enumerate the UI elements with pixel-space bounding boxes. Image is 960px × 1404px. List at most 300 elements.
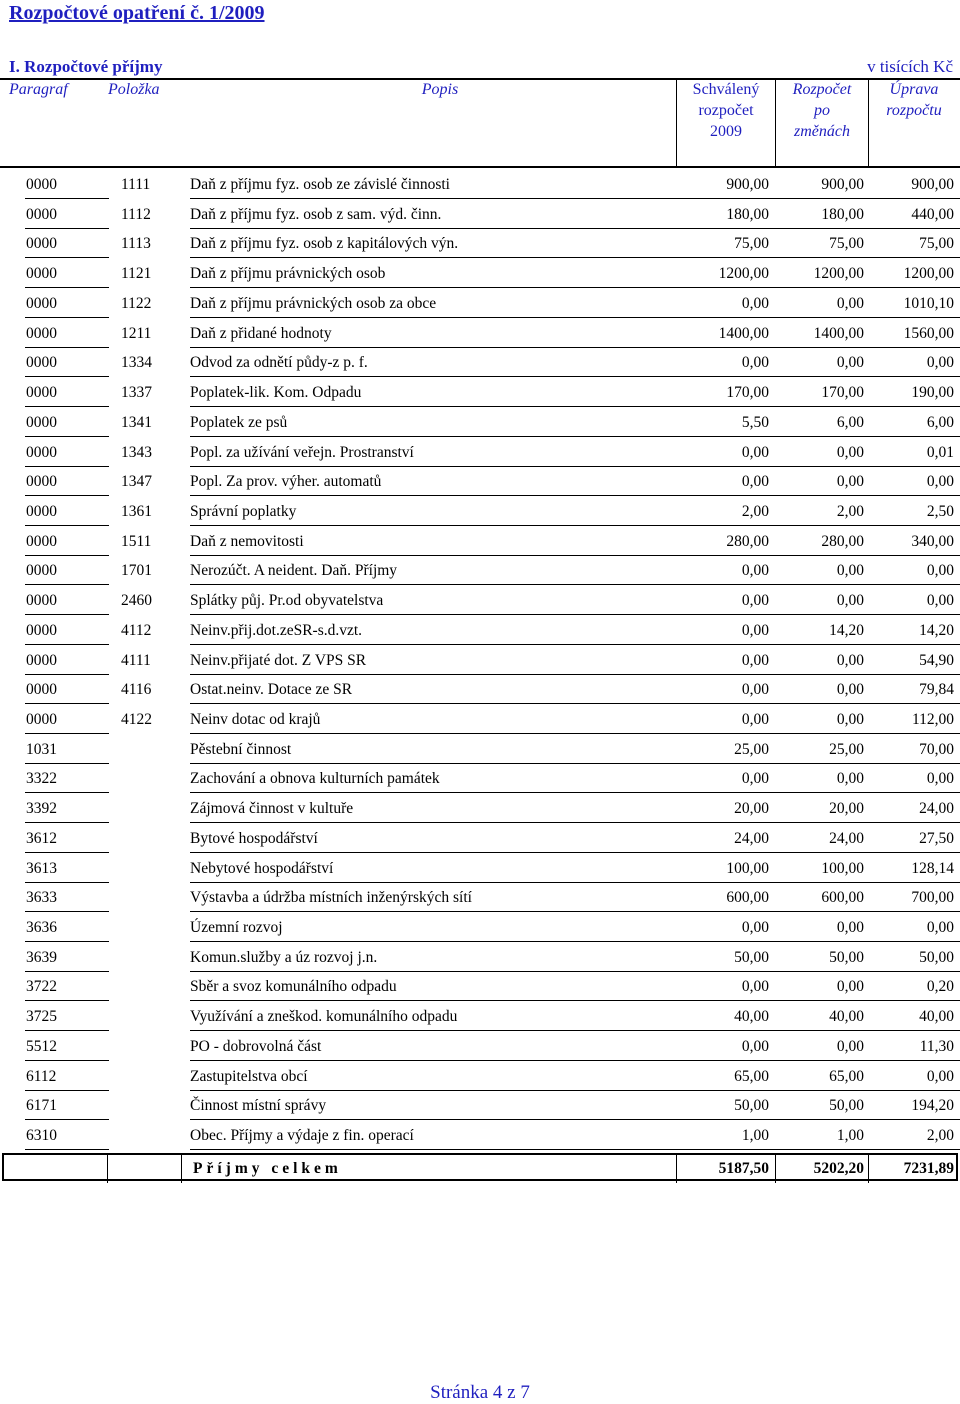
polozka-cell: 1122 xyxy=(121,294,152,312)
row-underline-code xyxy=(25,1149,109,1150)
po-zmenach-cell: 0,00 xyxy=(836,978,864,996)
popis-cell: Daň z příjmu fyz. osob z kapitálových výn. xyxy=(190,235,459,253)
uprava-cell: 0,20 xyxy=(926,978,954,996)
popis-cell: Daň z příjmu fyz. osob z sam. výd. činn. xyxy=(190,205,442,223)
uprava-cell: 54,90 xyxy=(919,651,954,669)
row-underline-code xyxy=(25,228,109,229)
schvaleny-cell: 0,00 xyxy=(741,621,769,639)
paragraf-cell: 3322 xyxy=(26,770,57,788)
popis-cell: Daň z příjmu právnických osob za obce xyxy=(190,294,437,312)
table-row xyxy=(0,766,960,795)
row-underline-text xyxy=(190,466,960,467)
row-underline-text xyxy=(190,584,960,585)
table-row xyxy=(0,1034,960,1063)
row-underline-text xyxy=(190,1000,960,1001)
header-schvaleny-line2: rozpočet xyxy=(698,102,754,119)
paragraf-cell: 0000 xyxy=(26,205,57,223)
po-zmenach-cell: 1,00 xyxy=(836,1127,864,1144)
polozka-cell: 1361 xyxy=(121,502,152,520)
table-row xyxy=(0,648,960,677)
schvaleny-cell: 2,00 xyxy=(741,502,769,520)
page-footer: Stránka 4 z 7 xyxy=(430,1382,530,1403)
uprava-cell: 0,00 xyxy=(926,919,954,936)
table-row xyxy=(0,945,960,974)
uprava-cell: 14,20 xyxy=(919,621,954,639)
po-zmenach-cell: 0,00 xyxy=(836,592,864,610)
polozka-cell: 1347 xyxy=(121,473,152,491)
paragraf-cell: 0000 xyxy=(26,532,57,550)
table-row xyxy=(0,1064,960,1093)
row-underline-text xyxy=(190,228,960,229)
popis-cell: Využívání a zneškod. komunálního odpadu xyxy=(190,1008,458,1026)
paragraf-cell: 6171 xyxy=(26,1097,57,1115)
row-underline-text xyxy=(190,703,960,704)
uprava-cell: 1010,10 xyxy=(903,294,954,312)
table-row xyxy=(0,350,960,379)
row-underline-text xyxy=(190,198,960,199)
uprava-cell: 2,50 xyxy=(926,502,954,520)
po-zmenach-cell: 0,00 xyxy=(836,919,864,936)
paragraf-cell: 3639 xyxy=(26,948,57,966)
po-zmenach-cell: 100,00 xyxy=(821,859,864,877)
schvaleny-cell: 0,00 xyxy=(741,294,769,312)
schvaleny-cell: 100,00 xyxy=(726,859,769,877)
uprava-cell: 1200,00 xyxy=(903,265,954,283)
table-row xyxy=(0,261,960,290)
row-underline-text xyxy=(190,287,960,288)
row-underline-code xyxy=(25,822,109,823)
paragraf-cell: 0000 xyxy=(26,235,57,253)
table-row xyxy=(0,885,960,914)
uprava-cell: 0,00 xyxy=(926,354,954,372)
table-row xyxy=(0,1093,960,1122)
row-underline-code xyxy=(25,674,109,675)
po-zmenach-cell: 75,00 xyxy=(829,235,864,253)
row-underline-code xyxy=(25,882,109,883)
schvaleny-cell: 50,00 xyxy=(734,1097,769,1115)
row-underline-code xyxy=(25,644,109,645)
row-underline-code xyxy=(25,911,109,912)
polozka-cell: 1511 xyxy=(121,532,152,550)
row-underline-text xyxy=(190,406,960,407)
header-po-zmenach-line3: změnách xyxy=(794,123,850,140)
popis-cell: Obec. Příjmy a výdaje z fin. operací xyxy=(190,1127,414,1144)
po-zmenach-cell: 1400,00 xyxy=(813,324,864,342)
uprava-cell: 0,00 xyxy=(926,592,954,610)
row-underline-code xyxy=(25,287,109,288)
uprava-cell: 70,00 xyxy=(919,740,954,758)
schvaleny-cell: 600,00 xyxy=(726,889,769,907)
table-row xyxy=(0,856,960,885)
row-underline-code xyxy=(25,406,109,407)
row-underline-code xyxy=(25,703,109,704)
polozka-cell: 4122 xyxy=(121,711,152,728)
popis-cell: Ostat.neinv. Dotace ze SR xyxy=(190,681,353,699)
po-zmenach-cell: 180,00 xyxy=(821,205,864,223)
popis-cell: Popl. Za prov. výher. automatů xyxy=(190,473,382,491)
uprava-cell: 50,00 xyxy=(919,948,954,966)
table-row xyxy=(0,291,960,320)
uprava-cell: 24,00 xyxy=(919,800,954,818)
paragraf-cell: 6310 xyxy=(26,1127,57,1144)
total-label: Příjmy celkem xyxy=(193,1160,342,1177)
total-row xyxy=(0,1153,960,1183)
schvaleny-cell: 5,50 xyxy=(741,413,769,431)
uprava-cell: 340,00 xyxy=(911,532,954,550)
popis-cell: Popl. za užívání veřejn. Prostranství xyxy=(190,443,414,461)
table-row xyxy=(0,915,960,944)
row-underline-code xyxy=(25,198,109,199)
po-zmenach-cell: 0,00 xyxy=(836,651,864,669)
row-underline-code xyxy=(25,941,109,942)
polozka-cell: 1337 xyxy=(121,384,152,401)
po-zmenach-cell: 0,00 xyxy=(836,443,864,461)
header-uprava-line2: rozpočtu xyxy=(886,102,942,119)
popis-cell: Správní poplatky xyxy=(190,502,297,520)
paragraf-cell: 3612 xyxy=(26,829,57,847)
popis-cell: Poplatek-lik. Kom. Odpadu xyxy=(190,384,362,401)
paragraf-cell: 0000 xyxy=(26,354,57,372)
paragraf-cell: 0000 xyxy=(26,562,57,580)
popis-cell: Daň z nemovitosti xyxy=(190,532,304,550)
schvaleny-cell: 0,00 xyxy=(741,473,769,491)
row-underline-code xyxy=(25,436,109,437)
popis-cell: Sběr a svoz komunálního odpadu xyxy=(190,978,397,996)
row-underline-text xyxy=(190,257,960,258)
table-row xyxy=(0,1004,960,1033)
paragraf-cell: 3633 xyxy=(26,889,57,907)
uprava-cell: 0,00 xyxy=(926,562,954,580)
table-row xyxy=(0,529,960,558)
header-schvaleny-line1: Schválený xyxy=(692,81,760,98)
table-row xyxy=(0,469,960,498)
uprava-cell: 194,20 xyxy=(911,1097,954,1115)
row-underline-code xyxy=(25,257,109,258)
uprava-cell: 79,84 xyxy=(919,681,954,699)
header-popis: Popis xyxy=(421,81,459,98)
paragraf-cell: 0000 xyxy=(26,324,57,342)
row-underline-code xyxy=(25,1119,109,1120)
row-underline-text xyxy=(190,1090,960,1091)
row-underline-text xyxy=(190,941,960,942)
row-underline-code xyxy=(25,1090,109,1091)
row-underline-text xyxy=(190,495,960,496)
header-divider-1 xyxy=(676,79,677,166)
uprava-cell: 40,00 xyxy=(919,1008,954,1026)
header-uprava-line1: Úprava xyxy=(889,81,939,98)
polozka-cell: 4112 xyxy=(121,621,152,639)
total-uprava: 7231,89 xyxy=(903,1160,954,1177)
uprava-cell: 2,00 xyxy=(926,1127,954,1144)
row-underline-code xyxy=(25,792,109,793)
schvaleny-cell: 40,00 xyxy=(734,1008,769,1026)
row-underline-code xyxy=(25,555,109,556)
table-row xyxy=(0,1123,960,1152)
paragraf-cell: 0000 xyxy=(26,651,57,669)
header-uprava-rozpoctu xyxy=(870,79,958,121)
row-underline-text xyxy=(190,644,960,645)
uprava-cell: 128,14 xyxy=(911,859,954,877)
row-underline-text xyxy=(190,822,960,823)
row-underline-code xyxy=(25,466,109,467)
polozka-cell: 1701 xyxy=(121,562,152,580)
po-zmenach-cell: 280,00 xyxy=(821,532,864,550)
units-label: v tisících Kč xyxy=(867,57,953,76)
row-underline-code xyxy=(25,376,109,377)
row-underline-text xyxy=(190,971,960,972)
header-paragraf: Paragraf xyxy=(9,81,68,98)
row-underline-text xyxy=(190,792,960,793)
uprava-cell: 27,50 xyxy=(919,829,954,847)
popis-cell: Splátky půj. Pr.od obyvatelstva xyxy=(190,592,384,610)
po-zmenach-cell: 2,00 xyxy=(836,502,864,520)
schvaleny-cell: 20,00 xyxy=(734,800,769,818)
po-zmenach-cell: 0,00 xyxy=(836,562,864,580)
po-zmenach-cell: 65,00 xyxy=(829,1067,864,1085)
row-underline-code xyxy=(25,317,109,318)
row-underline-code xyxy=(25,1030,109,1031)
paragraf-cell: 0000 xyxy=(26,502,57,520)
header-po-zmenach-line1: Rozpočet xyxy=(792,81,852,98)
row-underline-text xyxy=(190,674,960,675)
polozka-cell: 1334 xyxy=(121,354,152,372)
row-underline-text xyxy=(190,1030,960,1031)
row-underline-text xyxy=(190,525,960,526)
polozka-cell: 1211 xyxy=(121,324,152,342)
popis-cell: Neinv.přijaté dot. Z VPS SR xyxy=(190,651,367,669)
uprava-cell: 11,30 xyxy=(919,1037,954,1055)
po-zmenach-cell: 50,00 xyxy=(829,948,864,966)
polozka-cell: 4111 xyxy=(121,651,151,669)
popis-cell: Bytové hospodářství xyxy=(190,829,318,847)
row-underline-text xyxy=(190,1149,960,1150)
po-zmenach-cell: 14,20 xyxy=(829,621,864,639)
header-schvaleny-line3: 2009 xyxy=(710,123,742,140)
schvaleny-cell: 24,00 xyxy=(734,829,769,847)
uprava-cell: 190,00 xyxy=(911,384,954,401)
paragraf-cell: 0000 xyxy=(26,473,57,491)
popis-cell: Odvod za odnětí půdy-z p. f. xyxy=(190,354,368,372)
row-underline-code xyxy=(25,763,109,764)
paragraf-cell: 3725 xyxy=(26,1008,57,1026)
header-bottom-border xyxy=(0,166,960,168)
row-underline-code xyxy=(25,1000,109,1001)
header-rozpocet-po-zmenach xyxy=(778,79,866,142)
row-underline-code xyxy=(25,733,109,734)
popis-cell: PO - dobrovolná část xyxy=(190,1037,322,1055)
table-row xyxy=(0,231,960,260)
table-row xyxy=(0,410,960,439)
row-underline-code xyxy=(25,347,109,348)
po-zmenach-cell: 1200,00 xyxy=(813,265,864,283)
paragraf-cell: 0000 xyxy=(26,294,57,312)
header-divider-3 xyxy=(868,79,869,166)
uprava-cell: 700,00 xyxy=(911,889,954,907)
po-zmenach-cell: 50,00 xyxy=(829,1097,864,1115)
schvaleny-cell: 1,00 xyxy=(741,1127,769,1144)
popis-cell: Územní rozvoj xyxy=(190,919,283,936)
uprava-cell: 6,00 xyxy=(926,413,954,431)
po-zmenach-cell: 20,00 xyxy=(829,800,864,818)
paragraf-cell: 0000 xyxy=(26,621,57,639)
uprava-cell: 0,00 xyxy=(926,1067,954,1085)
table-row xyxy=(0,440,960,469)
row-underline-code xyxy=(25,614,109,615)
uprava-cell: 0,01 xyxy=(926,443,954,461)
table-row xyxy=(0,677,960,706)
polozka-cell: 1112 xyxy=(121,205,151,223)
schvaleny-cell: 1200,00 xyxy=(718,265,769,283)
paragraf-cell: 0000 xyxy=(26,384,57,401)
table-row xyxy=(0,826,960,855)
po-zmenach-cell: 0,00 xyxy=(836,354,864,372)
popis-cell: Pěstební činnost xyxy=(190,740,292,758)
row-underline-code xyxy=(25,971,109,972)
uprava-cell: 0,00 xyxy=(926,473,954,491)
uprava-cell: 112,00 xyxy=(911,711,954,728)
po-zmenach-cell: 6,00 xyxy=(836,413,864,431)
section-header xyxy=(9,56,953,78)
row-underline-code xyxy=(25,584,109,585)
table-row xyxy=(0,974,960,1003)
popis-cell: Komun.služby a úz rozvoj j.n. xyxy=(190,948,378,966)
schvaleny-cell: 170,00 xyxy=(726,384,769,401)
paragraf-cell: 0000 xyxy=(26,176,57,193)
row-underline-text xyxy=(190,882,960,883)
popis-cell: Daň z přidané hodnoty xyxy=(190,324,332,342)
polozka-cell: 4116 xyxy=(121,681,152,699)
header-divider-2 xyxy=(775,79,776,166)
table-row xyxy=(0,202,960,231)
schvaleny-cell: 25,00 xyxy=(734,740,769,758)
row-underline-text xyxy=(190,763,960,764)
popis-cell: Činnost místní správy xyxy=(190,1097,327,1115)
row-underline-text xyxy=(190,317,960,318)
row-underline-text xyxy=(190,347,960,348)
popis-cell: Poplatek ze psů xyxy=(190,413,288,431)
schvaleny-cell: 280,00 xyxy=(726,532,769,550)
document-title: Rozpočtové opatření č. 1/2009 xyxy=(9,2,265,24)
paragraf-cell: 0000 xyxy=(26,711,57,728)
polozka-cell: 1113 xyxy=(121,235,151,253)
popis-cell: Neinv.přij.dot.zeSR-s.d.vzt. xyxy=(190,621,363,639)
paragraf-cell: 6112 xyxy=(26,1067,57,1085)
row-underline-text xyxy=(190,614,960,615)
uprava-cell: 1560,00 xyxy=(903,324,954,342)
popis-cell: Výstavba a údržba místních inženýrských sítí xyxy=(190,889,472,907)
uprava-cell: 75,00 xyxy=(919,235,954,253)
schvaleny-cell: 75,00 xyxy=(734,235,769,253)
schvaleny-cell: 0,00 xyxy=(741,354,769,372)
po-zmenach-cell: 40,00 xyxy=(829,1008,864,1026)
section-title: I. Rozpočtové příjmy xyxy=(9,57,163,76)
table-row xyxy=(0,618,960,647)
schvaleny-cell: 65,00 xyxy=(734,1067,769,1085)
schvaleny-cell: 180,00 xyxy=(726,205,769,223)
polozka-cell: 2460 xyxy=(121,592,152,610)
row-underline-text xyxy=(190,1119,960,1120)
row-underline-code xyxy=(25,495,109,496)
header-po-zmenach-line2: po xyxy=(814,102,830,119)
po-zmenach-cell: 0,00 xyxy=(836,1037,864,1055)
uprava-cell: 900,00 xyxy=(911,176,954,193)
polozka-cell: 1341 xyxy=(121,413,152,431)
row-underline-text xyxy=(190,733,960,734)
table-row xyxy=(0,737,960,766)
polozka-cell: 1343 xyxy=(121,443,152,461)
paragraf-cell: 0000 xyxy=(26,592,57,610)
table-row xyxy=(0,707,960,736)
total-schvaleny: 5187,50 xyxy=(718,1160,769,1177)
schvaleny-cell: 0,00 xyxy=(741,651,769,669)
table-row xyxy=(0,380,960,409)
row-underline-text xyxy=(190,555,960,556)
po-zmenach-cell: 25,00 xyxy=(829,740,864,758)
popis-cell: Nerozúčt. A neident. Daň. Příjmy xyxy=(190,562,398,580)
row-underline-text xyxy=(190,436,960,437)
total-po-zmenach: 5202,20 xyxy=(813,1160,864,1177)
po-zmenach-cell: 0,00 xyxy=(836,473,864,491)
table-row xyxy=(0,588,960,617)
popis-cell: Zájmová činnost v kultuře xyxy=(190,800,354,818)
schvaleny-cell: 0,00 xyxy=(741,770,769,788)
table-row xyxy=(0,558,960,587)
uprava-cell: 0,00 xyxy=(926,770,954,788)
paragraf-cell: 0000 xyxy=(26,265,57,283)
schvaleny-cell: 0,00 xyxy=(741,443,769,461)
po-zmenach-cell: 900,00 xyxy=(821,176,864,193)
popis-cell: Daň z příjmu fyz. osob ze závislé činnosti xyxy=(190,176,450,193)
row-underline-code xyxy=(25,852,109,853)
row-underline-text xyxy=(190,911,960,912)
paragraf-cell: 3722 xyxy=(26,978,57,996)
po-zmenach-cell: 0,00 xyxy=(836,294,864,312)
table-row xyxy=(0,796,960,825)
paragraf-cell: 3392 xyxy=(26,800,57,818)
paragraf-cell: 0000 xyxy=(26,443,57,461)
po-zmenach-cell: 170,00 xyxy=(821,384,864,401)
header-schvaleny-rozpocet xyxy=(680,79,772,142)
popis-cell: Nebytové hospodářství xyxy=(190,859,334,877)
po-zmenach-cell: 0,00 xyxy=(836,711,864,728)
po-zmenach-cell: 0,00 xyxy=(836,770,864,788)
paragraf-cell: 5512 xyxy=(26,1037,57,1055)
schvaleny-cell: 0,00 xyxy=(741,919,769,936)
schvaleny-cell: 0,00 xyxy=(741,711,769,728)
schvaleny-cell: 50,00 xyxy=(734,948,769,966)
row-underline-text xyxy=(190,1060,960,1061)
polozka-cell: 1121 xyxy=(121,265,152,283)
table-row xyxy=(0,172,960,201)
row-underline-text xyxy=(190,376,960,377)
row-underline-code xyxy=(25,1060,109,1061)
paragraf-cell: 1031 xyxy=(26,740,57,758)
polozka-cell: 1111 xyxy=(121,176,151,193)
row-underline-code xyxy=(25,525,109,526)
po-zmenach-cell: 24,00 xyxy=(829,829,864,847)
popis-cell: Zastupitelstva obcí xyxy=(190,1067,308,1085)
popis-cell: Daň z příjmu právnických osob xyxy=(190,265,386,283)
schvaleny-cell: 0,00 xyxy=(741,1037,769,1055)
table-row xyxy=(0,499,960,528)
po-zmenach-cell: 600,00 xyxy=(821,889,864,907)
popis-cell: Zachování a obnova kulturních památek xyxy=(190,770,440,788)
paragraf-cell: 3636 xyxy=(26,919,57,936)
row-underline-text xyxy=(190,852,960,853)
table-row xyxy=(0,321,960,350)
schvaleny-cell: 0,00 xyxy=(741,978,769,996)
schvaleny-cell: 1400,00 xyxy=(718,324,769,342)
